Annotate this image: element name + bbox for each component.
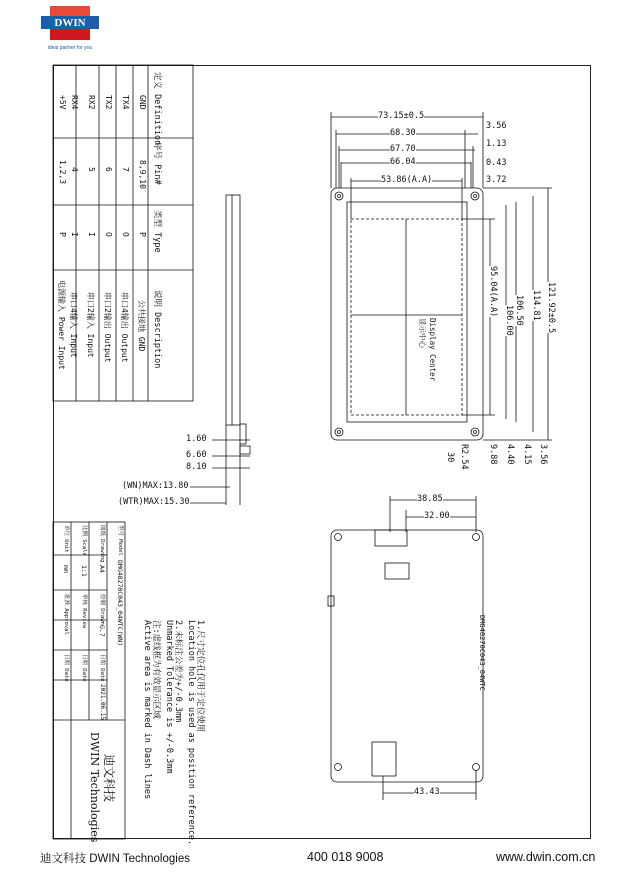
tb-date: 2021.06.15: [99, 684, 106, 721]
dim-height: 106.00: [504, 305, 514, 336]
tb-date-label: 日期 Date: [81, 654, 87, 682]
dim-height: 114.81: [531, 290, 541, 321]
logo-text: DWIN: [54, 17, 86, 29]
pin-row-type: I: [70, 232, 79, 237]
pin-row-type: P: [138, 232, 147, 237]
pin-row-num: 5: [87, 167, 96, 172]
note-line: Active area is marked in Dash lines: [142, 620, 152, 800]
pin-row-def: RX2: [87, 95, 96, 110]
pin-row-num: 1,2,3: [58, 160, 67, 185]
dim-bottom: 9.88: [488, 444, 498, 465]
side-dim: 8.10: [186, 462, 207, 472]
tb-size: A4: [98, 565, 106, 573]
tb-drawing-label: 图纸 Drawing: [99, 525, 105, 563]
tb-scale: 1:1: [80, 565, 88, 577]
pin-row-def: +5V: [58, 95, 67, 110]
dim-offset: 1.13: [486, 139, 507, 149]
pin-header-description: 说明 Description: [152, 290, 162, 369]
pin-row-num: 6: [104, 167, 113, 172]
dim-offset: 3.56: [486, 121, 507, 131]
pin-row-def: GND: [138, 95, 147, 110]
tb-company-en: DWIN Technologies: [88, 732, 101, 843]
pin-row-type: O: [104, 232, 113, 237]
tb-unit-label: 单位 Unit: [63, 525, 69, 553]
dim-overall-width: 73.15±0.5: [378, 111, 425, 121]
dim-width: 68.30: [390, 128, 416, 138]
dim-overall-height: 121.92±0.5: [546, 282, 556, 334]
pin-row-desc: 串口4输出 Output: [120, 292, 129, 363]
dim-bottom: 4.15: [522, 444, 532, 465]
pin-row-desc: 公共接地 GND: [137, 300, 146, 352]
dim-width: 66.04: [390, 157, 416, 167]
side-dim-max-wtr: (WTR)MAX:15.30: [118, 497, 190, 507]
pin-row-type: I: [87, 232, 96, 237]
dim-active-width: 53.86(A.A): [381, 175, 433, 185]
dim-hole-angle: 30: [445, 452, 455, 463]
dim-bottom: 3.56: [538, 444, 548, 465]
pin-row-desc: 电源输入 Power Input: [57, 280, 66, 370]
tb-review-label: 审核 Review: [81, 594, 87, 629]
back-dim: 32.00: [424, 511, 450, 521]
note-line: 2.未标注公差为+/-0.3mm: [173, 620, 183, 723]
dim-hole-radius: R2.54: [459, 444, 469, 470]
display-center-en: Display Center: [428, 318, 437, 382]
footer-company: 迪文科技 DWIN Technologies: [40, 853, 190, 865]
side-dim: 1.60: [186, 434, 207, 444]
dim-offset: 0.43: [486, 158, 507, 168]
back-dim: 43.43: [414, 787, 440, 797]
footer-website[interactable]: www.dwin.com.cn: [496, 850, 596, 864]
pin-row-type: P: [58, 232, 67, 237]
pin-row-num: 8,9,10: [138, 160, 147, 189]
note-line: Location hole is used as position reference.: [186, 620, 196, 846]
pin-row-type: O: [121, 232, 130, 237]
dim-active-height: 95.04(A.A): [488, 266, 498, 318]
tb-date-label: 日期 Date: [99, 654, 105, 682]
tb-model-label: 型号 Model: [117, 525, 123, 556]
pin-header-definition: 定义 Definition: [152, 72, 162, 146]
tb-drawn-label: 绘制 Drawn: [99, 594, 105, 625]
logo-tagline: ideal partner for you: [47, 45, 93, 51]
front-view: [331, 112, 552, 440]
back-view: [328, 496, 483, 800]
dim-bottom: 4.40: [505, 444, 515, 465]
pin-row-desc: 串口4输入 Input: [69, 292, 78, 358]
tb-model-value: DMG48270C043_04WTC(WN): [116, 560, 124, 647]
pin-header-pin: 序号 Pin#: [152, 142, 162, 185]
side-dim: 6.60: [186, 450, 207, 460]
note-line: 1.尺寸定位孔仅用于定位使用: [195, 620, 205, 733]
pcb-label: DMG48270C043_04WTC: [478, 615, 486, 691]
tb-company-cn: 迪文科技: [102, 754, 116, 803]
display-center-cn: 显示中心: [418, 318, 427, 348]
pin-row-num: 7: [121, 167, 130, 172]
pin-row-desc: 串口2输出 Output: [103, 292, 112, 363]
side-dim-max-wn: (WN)MAX:13.80: [122, 481, 189, 491]
back-dim: 38.85: [417, 494, 443, 504]
tb-date-label: 日期 Date: [63, 654, 69, 682]
dim-offset: 3.72: [486, 175, 507, 185]
pin-header-type: 类型 Type: [152, 210, 162, 253]
tb-unit: mm: [62, 565, 70, 573]
dim-width: 67.70: [390, 144, 416, 154]
footer-phone: 400 018 9008: [307, 850, 384, 864]
note-line: 注:虚线框为有效显示区域: [151, 620, 161, 719]
pin-row-def: TX2: [104, 95, 113, 110]
dim-height: 106.50: [514, 295, 524, 326]
pin-row-desc: 串口2输入 Input: [86, 292, 95, 358]
pin-row-num: 4: [70, 167, 79, 172]
tb-scale-label: 比例 Scale: [81, 525, 87, 556]
tb-approval-label: 批准 Approval: [63, 594, 69, 635]
note-line: Unmarked Tolerance is +/-0.3mm: [164, 620, 174, 774]
tb-version: G.7: [98, 625, 106, 637]
pin-row-def: TX4: [121, 95, 130, 110]
pin-row-def: RX4: [70, 95, 79, 110]
